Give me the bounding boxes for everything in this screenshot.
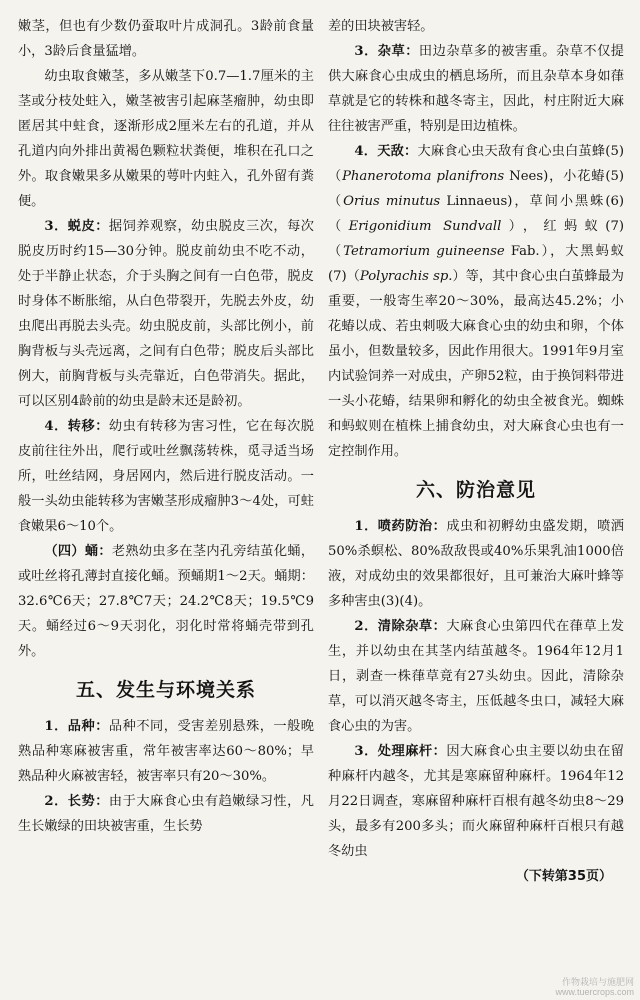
paragraph-spraying xyxy=(328,514,624,614)
enemies-text-a: 大麻食心虫天敌有食心虫白茧蜂(5)（ xyxy=(328,144,624,184)
section-heading-control: 六、防治意见 xyxy=(415,479,536,501)
enemies-text-e: Fab.），大黑蚂蚁(7)（ xyxy=(328,244,624,284)
paragraph-feeding: 幼虫取食嫩茎，多从嫩茎下0.7—1.7厘米的主茎或分枝处蛀入，嫩茎被害引起麻茎瘤肿，幼虫即匿居其中蛀食，逐渐形成2厘米左右的孔道，并从孔道内向外排出黄褐色颗粒状粪便，堆积在孔口之外。取食嫩果多从嫩果的萼叶内蛀入，孔外留有粪便。 xyxy=(18,69,314,209)
stalks-heading: 3．处理麻杆： xyxy=(354,744,447,759)
variety-heading: 1．品种： xyxy=(44,719,109,734)
stalks-text: 因大麻食心虫主要以幼虫在留种麻杆内越冬，尤其是寒麻留种麻杆。1964年12月22日调查，寒麻留种麻杆百根有越冬幼虫8～29头，最多有200多头；而火麻留种麻杆百根只有越冬幼虫 xyxy=(328,744,624,859)
right-column xyxy=(328,14,624,889)
paragraph-growth-cont: 差的田块被害轻。 xyxy=(328,19,434,34)
watermark-line1: 作物栽培与施肥网 xyxy=(561,977,634,987)
paragraph-pupa xyxy=(18,539,314,664)
left-column xyxy=(18,14,314,839)
enemies-heading: 4．天敌： xyxy=(354,144,418,159)
species-name: Orius minutus xyxy=(343,194,441,209)
molting-text: 据饲养观察，幼虫脱皮三次，每次脱皮历时约15—30分钟。脱皮前幼虫不吃不动，处于半静止状态，介于头胸之间有一白色带，脱皮时身体不断胀缩，从白色带裂开，先脱去外皮，幼虫爬出再脱去头壳。幼虫脱皮前，头部比例小，前胸背板与头壳远离，之间有白色带；脱皮后头部比例大，前胸背板与头壳靠近，白色带消失。据此，可以区别4龄前的幼虫是龄末还是龄初。 xyxy=(18,219,314,409)
molting-heading: 3．蜕皮： xyxy=(44,219,109,234)
enemies-text-c: Linnaeus)，草间小黑蛛(6)（ xyxy=(328,194,625,234)
paragraph-enemies xyxy=(328,139,624,464)
growth-heading: 2．长势： xyxy=(44,794,109,809)
paragraph-stalks xyxy=(328,739,624,864)
paragraph-feeding-intro: 嫩茎，但也有少数仍蚕取叶片成洞孔。3龄前食量小，3龄后食量猛增。 xyxy=(18,19,314,59)
watermark-line2: www.tuercrops.com xyxy=(555,987,634,997)
enemies-text-f: ）等，其中食心虫白茧蜂最为重要，一般寄生率20～30%，最高达45.2%；小花蝽以成、若虫刺吸大麻食心虫的幼虫和卵，个体虽小，但数量较多，因此作用很大。1991年9月室内试验饲养一对成虫，产卵52粒，由于换饲料带进一头小花蝽，结果卵和孵化的幼虫全被食光。蜘蛛和蚂蚁则在植株上捕食幼虫，对大麻食心虫也有一定控制作用。 xyxy=(328,269,624,459)
paragraph-growth xyxy=(18,789,314,839)
variety-text: 品种不同，受害差别悬殊，一般晚熟品种寒麻被害重，常年被害率达60～80%；早熟品种火麻被害轻，被害率只有20～30%。 xyxy=(18,719,314,784)
species-name: Phanerotoma planifrons xyxy=(342,169,505,184)
paragraph-weeding xyxy=(328,614,624,739)
watermark xyxy=(555,977,634,997)
paragraph-weeds xyxy=(328,39,624,139)
spraying-heading: 1．喷药防治： xyxy=(354,519,447,534)
weeding-heading: 2．清除杂草： xyxy=(354,619,447,634)
transfer-text: 幼虫有转移为害习性，它在每次脱皮前往往外出，爬行或吐丝飘荡转株，觅寻适当场所，吐丝结网，身居网内，然后进行脱皮活动。一般一头幼虫能转移为害嫩茎形成瘤肿3～4处，可蛀食嫩果6～10个。 xyxy=(18,419,314,534)
spraying-text: 成虫和初孵幼虫盛发期，喷洒50%杀螟松、80%敌敌畏或40%乐果乳油1000倍液，对成幼虫的效果都很好，且可兼治大麻叶蜂等多种害虫(3)(4)。 xyxy=(328,519,624,609)
pupa-text: 老熟幼虫多在茎内孔旁结茧化蛹，或吐丝将孔薄封直接化蛹。预蛹期1～2天。蛹期：32.6℃6天；27.8℃7天；24.2℃8天；19.5℃9天。蛹经过6～9天羽化，羽化时常将蛹壳带到孔外。 xyxy=(18,544,315,659)
paragraph-molting xyxy=(18,214,314,414)
paragraph-transfer xyxy=(18,414,314,539)
enemies-text-d: ），红蚂蚁(7)（ xyxy=(328,219,624,259)
continued-note: （下转第35页） xyxy=(515,869,612,884)
species-name: Polyrachis sp. xyxy=(359,269,453,284)
enemies-text-b: Nees)，小花蝽(5)（ xyxy=(328,169,625,209)
section-heading-environment: 五、发生与环境关系 xyxy=(75,679,256,701)
growth-text: 由于大麻食心虫有趋嫩绿习性，凡生长嫩绿的田块被害重，生长势 xyxy=(18,794,314,834)
weeds-heading: 3．杂草： xyxy=(354,44,419,59)
weeds-text: 田边杂草多的被害重。杂草不仅提供大麻食心虫成虫的栖息场所，而且杂草本身如葎草就是它的转株和越冬寄主，因此，村庄附近大麻往往被害严重，特别是田边植株。 xyxy=(328,44,624,134)
transfer-heading: 4．转移： xyxy=(44,419,109,434)
species-name: Tetramorium guineense xyxy=(343,244,505,259)
weeding-text: 大麻食心虫第四代在葎草上发生，并以幼虫在其茎内结茧越冬。1964年12月1日，剥查一株葎草竟有27头幼虫。因此，清除杂草，可以消灭越冬寄主，压低越冬虫口，减轻大麻食心虫的为害。 xyxy=(328,619,624,734)
species-name: Erigonidium Sundvall xyxy=(348,219,502,234)
paragraph-variety xyxy=(18,714,314,789)
pupa-heading: （四）蛹： xyxy=(44,544,112,559)
